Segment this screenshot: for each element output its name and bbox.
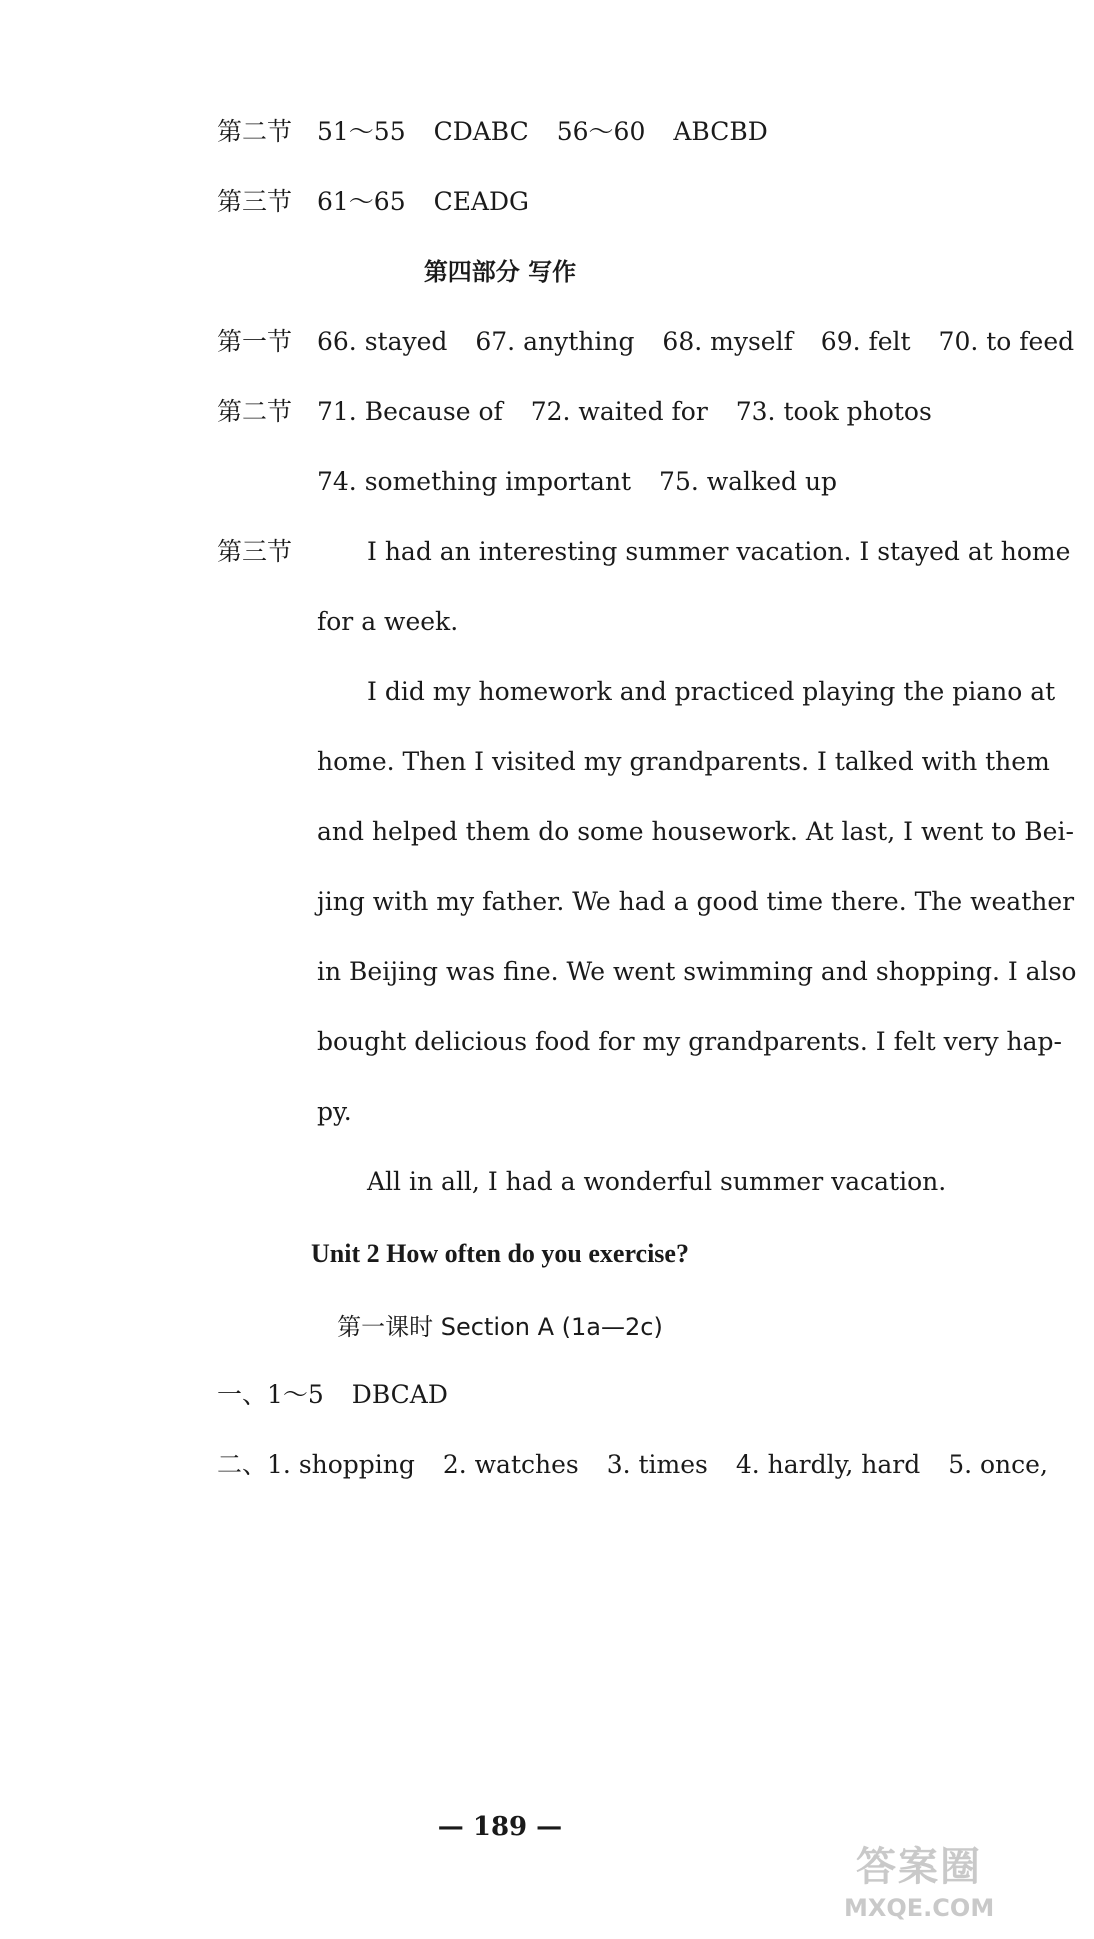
section-label-jie1: 第一节 — [217, 327, 293, 356]
section-label-jie3: 第三节 — [217, 537, 293, 566]
essay-line: in Beijing was fine. We went swimming and shopping. I also — [317, 957, 1077, 986]
answer-item: 72. waited for — [530, 397, 708, 426]
essay-line: bought delicious food for my grandparents. I felt very hap- — [317, 1027, 1062, 1056]
answer-range: 51～55 — [317, 117, 406, 146]
answer-item: 3. times — [606, 1450, 708, 1479]
section-label-jie2: 第二节 — [217, 397, 293, 426]
essay-line: I had an interesting summer vacation. I stayed at home — [367, 537, 1071, 566]
answer-range: 1～5 — [267, 1380, 324, 1409]
section-label-jie2-top: 第二节 — [217, 117, 293, 146]
lesson-title: 第一课时 Section A (1a—2c) — [337, 1313, 663, 1341]
answer-item: 5. once, — [948, 1450, 1048, 1479]
answer-range: 61～65 — [317, 187, 406, 216]
answer-letters: CDABC — [433, 117, 529, 146]
answers-61-65 — [317, 185, 549, 219]
answer-item: 66. stayed — [317, 327, 448, 356]
exercise-label: 一、 — [217, 1380, 268, 1409]
essay-line: py. — [317, 1097, 352, 1126]
answer-item: 75. walked up — [659, 467, 838, 496]
answer-item: 2. watches — [442, 1450, 579, 1479]
answers-66-70 — [317, 325, 1094, 359]
answer-letters: CEADG — [433, 187, 530, 216]
exercise-yi — [217, 1378, 468, 1412]
answer-range: 56～60 — [556, 117, 646, 146]
essay-line: for a week. — [317, 607, 459, 636]
answers-74-75 — [317, 465, 857, 499]
answer-letters: ABCBD — [673, 117, 768, 146]
essay-line: and helped them do some housework. At last, I went to Bei- — [317, 817, 1074, 846]
watermark-url: MXQE.COM — [844, 1894, 995, 1922]
answer-item: 74. something important — [317, 467, 632, 496]
exercise-label: 二、 — [217, 1450, 268, 1479]
answer-item: 71. Because of — [317, 397, 503, 426]
essay-line: jing with my father. We had a good time there. The weather — [317, 887, 1075, 916]
page-number: — 189 — — [437, 1812, 563, 1842]
section-label-jie3-top: 第三节 — [217, 187, 293, 216]
watermark-logo: 答案圈 — [856, 1844, 982, 1890]
essay-line: All in all, I had a wonderful summer vacation. — [367, 1167, 947, 1196]
part4-heading: 第四部分 写作 — [423, 258, 577, 286]
essay-line: I did my homework and practiced playing the piano at — [367, 677, 1056, 706]
exercise-er — [217, 1448, 1068, 1482]
answer-item: 70. to feed — [938, 327, 1075, 356]
watermark — [844, 1841, 994, 1931]
answer-item: 69. felt — [820, 327, 911, 356]
answer-item: 4. hardly, hard — [735, 1450, 921, 1479]
answer-item: 1. shopping — [267, 1450, 415, 1479]
answer-item: 67. anything — [475, 327, 635, 356]
unit-title: Unit 2 How often do you exercise? — [311, 1239, 689, 1268]
answer-letters: DBCAD — [351, 1380, 448, 1409]
answers-51-60 — [317, 115, 788, 149]
answer-item: 73. took photos — [735, 397, 932, 426]
answer-item: 68. myself — [662, 327, 793, 356]
essay-line: home. Then I visited my grandparents. I talked with them — [317, 747, 1050, 776]
answers-71-73 — [317, 395, 952, 429]
